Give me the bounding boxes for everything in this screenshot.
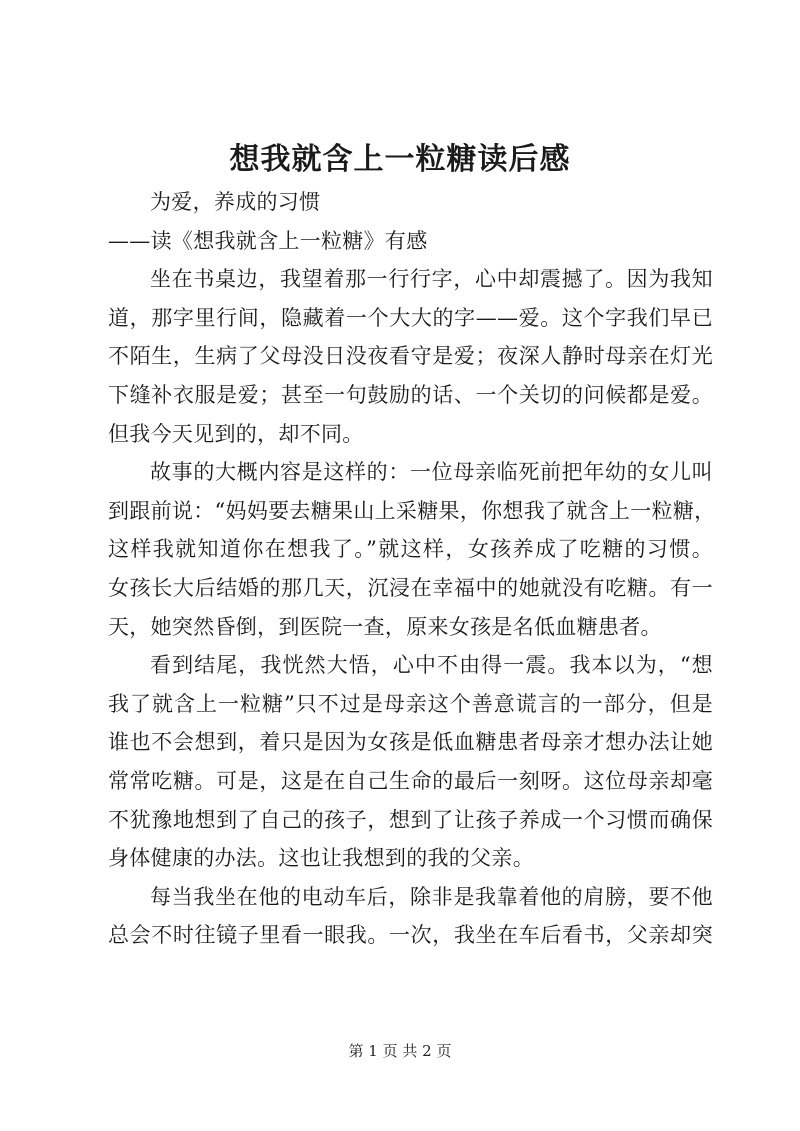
paragraph-line: 我了就含上一粒糖”只不过是母亲这个善意谎言的一部分，但是 <box>108 691 713 716</box>
paragraph-line: 常常吃糖。可是，这是在自己生命的最后一刻呀。这位母亲却毫 <box>108 768 713 793</box>
paragraph-line: 这样我就知道你在想我了。”就这样，女孩养成了吃糖的习惯。 <box>108 537 713 562</box>
paragraph-line: 天，她突然昏倒，到医院一查，原来女孩是名低血糖患者。 <box>108 614 662 639</box>
paragraph-line: 谁也不会想到，着只是因为女孩是低血糖患者母亲才想办法让她 <box>108 730 713 755</box>
paragraph-line: 但我今天见到的，却不同。 <box>108 421 364 446</box>
paragraph-line: 故事的大概内容是这样的：一位母亲临死前把年幼的女儿叫 <box>150 460 713 485</box>
subtitle-line: 为爱，养成的习惯 <box>150 190 321 214</box>
paragraph-line: 到跟前说：“妈妈要去糖果山上采糖果，你想我了就含上一粒糖， <box>108 498 716 523</box>
document-body <box>108 183 716 955</box>
byline-line: ——读《想我就含上一粒糖》有感 <box>108 228 428 253</box>
paragraph-line: 身体健康的办法。这也让我想到的我的父亲。 <box>108 846 534 871</box>
paragraph-line: 下缝补衣服是爱；甚至一句鼓励的话、一个关切的问候都是爱。 <box>108 382 713 407</box>
paragraph-line: 看到结尾，我恍然大悟，心中不由得一震。我本以为，“想 <box>150 653 713 678</box>
paragraph-line: 道，那字里行间，隐藏着一个大大的字——爱。这个字我们早已 <box>108 305 713 330</box>
paragraph-line: 每当我坐在他的电动车后，除非是我靠着他的肩膀，要不他 <box>150 884 713 909</box>
paragraph-line: 总会不时往镜子里看一眼我。一次，我坐在车后看书，父亲却突 <box>108 923 713 948</box>
paragraph-line: 坐在书桌边，我望着那一行行字，心中却震撼了。因为我知 <box>150 267 713 292</box>
paragraph-line: 不犹豫地想到了自己的孩子，想到了让孩子养成一个习惯而确保 <box>108 807 713 832</box>
page-footer: 第 1 页 共 2 页 <box>348 1042 452 1060</box>
paragraph-line: 不陌生，生病了父母没日没夜看守是爱；夜深人静时母亲在灯光 <box>108 344 713 369</box>
paragraph-line: 女孩长大后结婚的那几天，沉浸在幸福中的她就没有吃糖。有一 <box>108 575 713 600</box>
document-title: 想我就含上一粒糖读后感 <box>229 142 571 177</box>
